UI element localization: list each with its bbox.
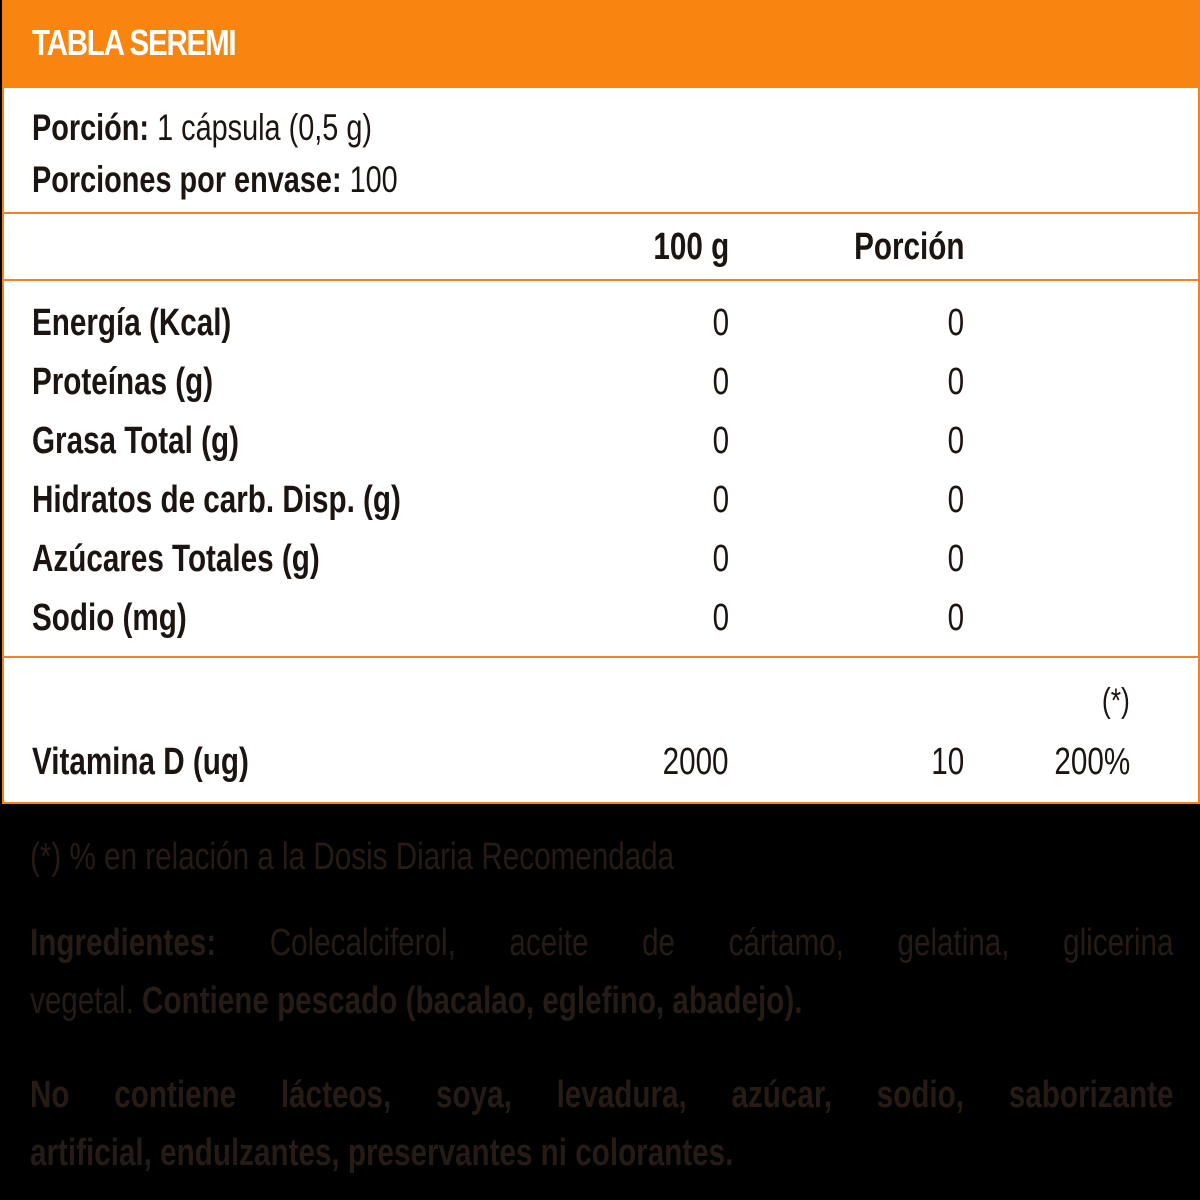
servings-line (32, 158, 501, 202)
nutrient-name: Grasa Total (g) (32, 420, 239, 462)
nutrient-name: Energía (Kcal) (32, 302, 232, 344)
value-portion: 0 (947, 361, 964, 403)
servings-label: Porciones por envase: (32, 159, 342, 200)
vitamin-row (4, 733, 1198, 792)
portion-line (32, 106, 468, 150)
nutrient-name: Azúcares Totales (g) (32, 538, 320, 580)
table-title: TABLA SEREMI (32, 22, 236, 63)
servings-value: 100 (349, 159, 398, 200)
table-row (4, 589, 1198, 648)
value-portion: 0 (947, 420, 964, 462)
value-100g: 0 (712, 361, 729, 403)
ingredients-block (30, 914, 1174, 1030)
portion-label: Porción: (32, 107, 150, 148)
value-100g: 0 (712, 479, 729, 521)
allergens-line-2: artificial, endulzantes, preservantes ni colorantes. (30, 1132, 734, 1174)
table-row (4, 530, 1198, 589)
value-portion: 0 (947, 538, 964, 580)
divider (4, 656, 1198, 658)
footnote-marker: (*) (1102, 682, 1130, 720)
table-row (4, 353, 1198, 412)
value-portion: 0 (947, 302, 964, 344)
allergens-block (30, 1066, 1174, 1182)
table-header (4, 0, 1198, 88)
column-header-portion: Porción (853, 226, 964, 268)
nutrient-name: Hidratos de carb. Disp. (g) (32, 479, 401, 521)
nutrient-name: Proteínas (g) (32, 361, 214, 403)
vitamin-value-portion: 10 (931, 741, 964, 783)
value-100g: 0 (712, 420, 729, 462)
table-row (4, 294, 1198, 353)
nutrition-table (2, 0, 1200, 804)
vitamin-value-100g: 2000 (663, 741, 729, 783)
value-100g: 0 (712, 538, 729, 580)
allergens-line-1: No contiene lácteos, soya, levadura, azúcar, sodio, saborizante (30, 1074, 1174, 1116)
nutrient-name: Sodio (mg) (32, 597, 187, 639)
divider (4, 279, 1198, 281)
value-100g: 0 (712, 597, 729, 639)
footnote-text: (*) % en relación a la Dosis Diaria Recomendada (30, 836, 675, 878)
table-row (4, 412, 1198, 471)
value-portion: 0 (947, 597, 964, 639)
column-header-100g: 100 g (653, 226, 729, 268)
ingredients-label: Ingredientes: (30, 922, 217, 964)
vitamin-name: Vitamina D (ug) (32, 741, 249, 783)
divider (4, 212, 1198, 214)
ingredients-text-cont: vegetal. (30, 980, 134, 1022)
ingredients-text: Colecalciferol, aceite de cártamo, gelatina, glicerina (269, 922, 1174, 964)
fish-warning: Contiene pescado (bacalao, eglefino, abadejo). (142, 980, 803, 1022)
value-100g: 0 (712, 302, 729, 344)
table-row (4, 471, 1198, 530)
value-portion: 0 (947, 479, 964, 521)
vitamin-daily-value: 200% (1054, 741, 1130, 783)
portion-value: 1 cápsula (0,5 g) (157, 107, 373, 148)
